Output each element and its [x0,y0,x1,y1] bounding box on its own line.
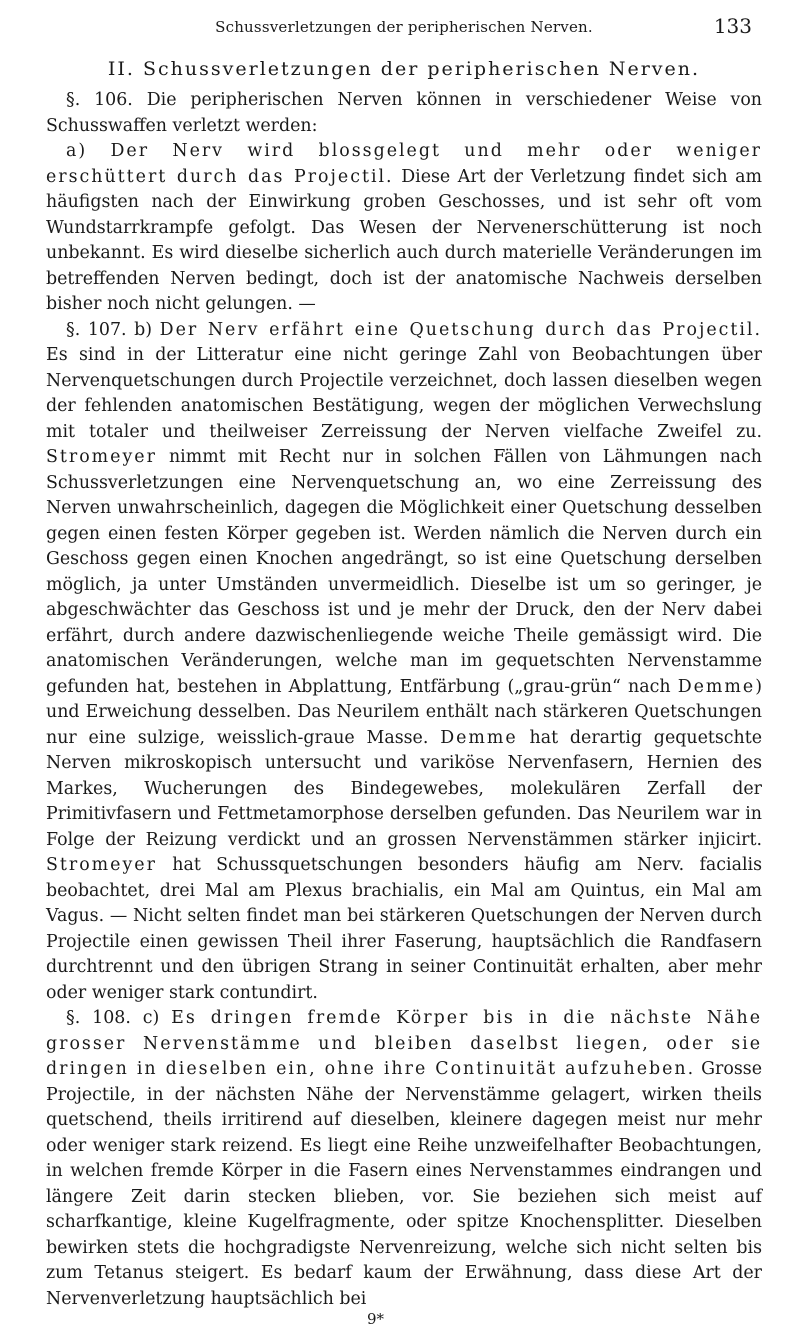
running-title: Schussverletzungen der peripherischen Nerven. [215,18,593,36]
paragraph-108-lead: Es dringen fremde Körper bis in die nächste Nähe grosser Nervenstämme und bleiben daselbst liegen, oder sie dringen in dieselben ein, ohne ihre Continuität aufzuheben. [46,1008,762,1079]
sheet-signature: 9* [366,1310,384,1328]
paragraph-108-text: Grosse Projectile, in der nächsten Nähe der Nervenstämme gelagert, wirken theils quetschend, theils irritirend auf dieselben, kleinere dagegen meist nur mehr oder weniger stark reizend. Es liegt eine Reihe unzweifelhafter Beobachtungen, in welchen fremde Körper in die Fasern eines Nervenstammes eindrangen und längere Zeit darin stecken blieben, vor. Sie beziehen sich meist auf scharfkantige, kleine Kugelfragmente, oder spitze Knochensplitter. Dieselben bewirken stets die hochgradigste Nervenreizung, welche sich nicht selten bis zum Tetanus steigert. Es bedarf kaum der Erwähnung, dass diese Art der Nervenverletzung hauptsächlich bei [46,1059,762,1309]
paragraph-107-text-1: Es sind in der Litteratur eine nicht geringe Zahl von Beobachtungen über Nervenquetschungen durch Projectile verzeichnet, doch lassen dieselben wegen der fehlenden anatomischen Bestätigung, wegen der möglichen Verwechslung mit totaler und theilweiser Zerreissung der Nerven vielfache Zweifel zu. [46,345,762,442]
paragraph-106a-text: Diese Art der Verletzung findet sich am häufigsten nach der Einwirkung groben Geschosses, und ist sehr oft vom Wundstarrkrampfe gefolgt. Das Wesen der Nervenerschütterung ist noch unbekannt. Es wird dieselbe sicherlich auch durch materielle Veränderungen im betreffenden Nerven bedingt, doch ist der anatomische Nachweis derselben bisher noch nicht gelungen. — [46,166,762,314]
section-heading: II. Schussverletzungen der peripherischen Nerven. [107,58,701,80]
paragraph-107-text-2: nimmt mit Recht nur in solchen Fällen von Lähmungen nach Schussverletzungen eine Nervenquetschung an, wo eine Zerreissung des Nerven unwahrscheinlich, dagegen die Möglichkeit einer Quetschung desselben gegen einen festen Körper gegeben ist. Werden nämlich die Nerven durch ein Geschoss gegen einen Knochen angedrängt, so ist eine Quetschung derselben möglich, ja unter Umständen unvermeidlich. Dieselbe ist um so geringer, je abgeschwächter das Geschoss ist und je mehr der Druck, den der Nerv dabei erfährt, durch andere dazwischenliegende weiche Theile gemässigt wird. Die anatomischen Veränderungen, welche man im gequetschten Nervenstamme gefunden hat, bestehen in Abplattung, Entfärbung („grau-grün“ nach [46,447,762,697]
paragraph-107-text-5: hat Schussquetschungen besonders häufig am Nerv. facialis beobachtet, drei Mal am Plexus brachialis, ein Mal am Quintus, ein Mal am Vagus. — Nicht selten findet man bei stärkeren Quetschungen der Nerven durch Projectile einen gewissen Theil ihrer Faserung, hauptsächlich die Randfasern durchtrennt und den übrigen Strang in seiner Continuität erhalten, aber mehr oder weniger stark contundirt. [46,855,762,1003]
paragraph-106-text: §. 106. Die peripherischen Nerven können in verschiedener Weise von Schusswaffen verletzt werden: [46,90,762,136]
paragraph-106 [46,88,762,139]
paragraph-107-pre: §. 107. b) [66,319,160,340]
page-number: 133 [713,14,752,38]
paragraph-107 [46,318,762,1007]
body-text [46,88,762,1312]
author-name-stromeyer: Stromeyer [46,447,157,467]
author-name-demme: Demme [677,676,756,697]
author-name-stromeyer-2: Stromeyer [46,855,157,875]
running-head [46,10,762,44]
paragraph-108-pre: §. 108. c) [66,1008,172,1028]
paragraph-106a [46,139,762,318]
paragraph-107-text-3: ) und Erweichung desselben. Das Neurilem enthält nach stärkeren Quetschungen nur eine sulzige, weisslich-graue Masse. [46,676,762,748]
paragraph-107-text-4: hat derartig gequetschte Nerven mikroskopisch untersucht und variköse Nervenfasern, Hernien des Markes, Wucherungen des Bindegewebes, molekulären Zerfall der Primitivfasern und Fettmetamorphose derselben gefunden. Das Neurilem war in Folge der Reizung verdickt und an grossen Nervenstämmen stärker injicirt. [46,727,762,850]
author-name-demme-2: Demme [440,727,518,748]
paragraph-108 [46,1006,762,1312]
paragraph-106a-lead: a) Der Nerv wird blossgelegt und mehr oder weniger erschüttert durch das Projectil. [46,141,762,187]
paragraph-107-lead: Der Nerv erfährt eine Quetschung durch das Projectil. [159,319,763,340]
